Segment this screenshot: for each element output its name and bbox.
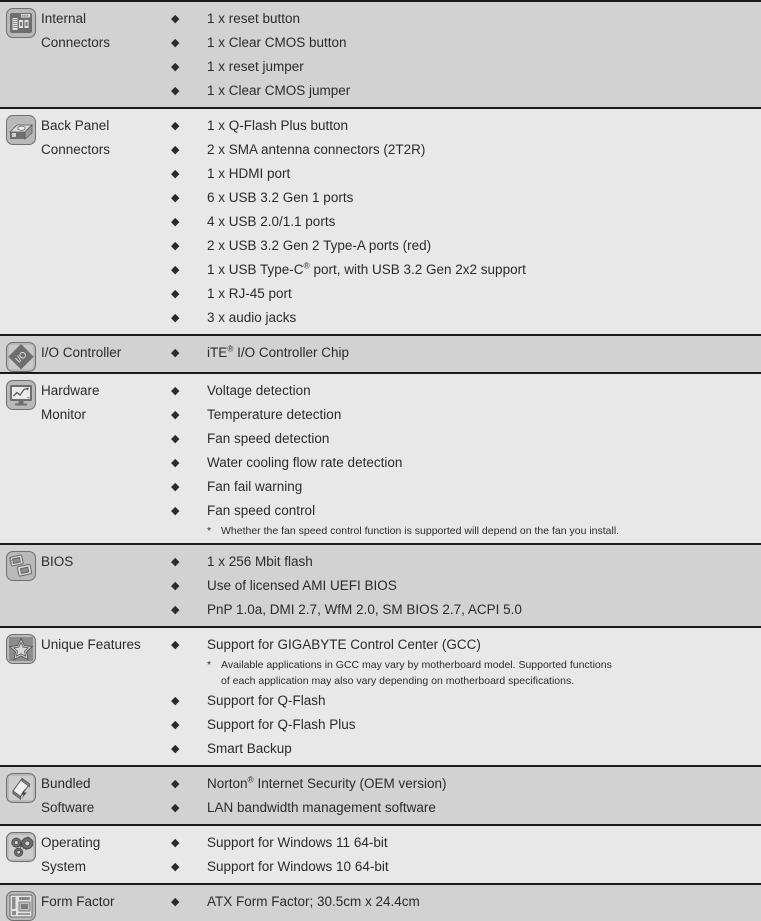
spec-label-bios	[41, 545, 169, 574]
spec-item	[169, 114, 757, 138]
spec-item-text: 3 x audio jacks	[207, 310, 297, 325]
spec-label-back-panel-connectors	[41, 109, 169, 162]
spec-item-text: 1 x Clear CMOS button	[207, 35, 347, 50]
spec-item	[169, 258, 757, 282]
spec-item-text: 1 x Clear CMOS jumper	[207, 83, 351, 98]
spec-label-line: Unique Features	[41, 637, 141, 652]
spec-row-bundled-software	[0, 767, 761, 826]
bullet-icon: ◆	[171, 13, 180, 25]
spec-item	[169, 796, 757, 820]
internal-connectors-icon	[6, 8, 36, 38]
bullet-icon: ◆	[171, 719, 180, 731]
bullet-icon: ◆	[171, 802, 180, 814]
row-spacer	[169, 622, 757, 626]
registered-mark: ®	[227, 343, 234, 354]
spec-label-unique-features	[41, 628, 169, 657]
spec-item-text: 2 x USB 3.2 Gen 2 Type-A ports (red)	[207, 238, 432, 253]
bullet-icon: ◆	[171, 312, 180, 324]
bullet-icon: ◆	[171, 85, 180, 97]
bundled-software-icon	[6, 773, 36, 803]
spec-item-text: LAN bandwidth management software	[207, 800, 436, 815]
form-factor-icon	[6, 891, 36, 921]
spec-item-text: Temperature detection	[207, 407, 342, 422]
spec-note	[169, 523, 757, 539]
spec-label-line: Connectors	[41, 142, 111, 157]
bullet-icon: ◆	[171, 457, 180, 469]
spec-item-text: Voltage detection	[207, 383, 311, 398]
spec-content-internal-connectors	[169, 2, 761, 107]
operating-system-icon	[6, 832, 36, 862]
spec-item-text: 1 x USB Type-C® port, with USB 3.2 Gen 2x2 support	[207, 260, 526, 277]
spec-item	[169, 162, 757, 186]
hardware-monitor-icon	[6, 380, 36, 410]
spec-item	[169, 7, 757, 31]
spec-item-text: Norton® Internet Security (OEM version)	[207, 774, 447, 791]
spec-row-operating-system	[0, 826, 761, 885]
spec-label-line: Operating	[41, 835, 101, 850]
spec-row-bios	[0, 545, 761, 628]
spec-label-line: Bundled	[41, 776, 91, 791]
bullet-icon: ◆	[171, 556, 180, 568]
spec-item-text: Fan fail warning	[207, 479, 303, 494]
spec-label-line: Back Panel	[41, 118, 110, 133]
spec-content-unique-features	[169, 628, 761, 765]
bullet-icon: ◆	[171, 288, 180, 300]
spec-item	[169, 234, 757, 258]
svg-text:I/O: I/O	[13, 349, 29, 365]
spec-item	[169, 55, 757, 79]
icon-cell-internal-connectors	[0, 2, 41, 38]
row-spacer	[169, 914, 757, 918]
spec-item-text: Support for Q-Flash Plus	[207, 717, 356, 732]
spec-label-line: System	[41, 859, 87, 874]
spec-label-internal-connectors	[41, 2, 169, 55]
bullet-icon: ◆	[171, 385, 180, 397]
row-spacer	[169, 365, 757, 369]
spec-item-text: iTE® I/O Controller Chip	[207, 343, 349, 360]
spec-label-hardware-monitor	[41, 374, 169, 427]
unique-features-icon	[6, 634, 36, 664]
spec-label-form-factor	[41, 885, 169, 914]
bullet-icon: ◆	[171, 168, 180, 180]
spec-item-text: Support for Windows 11 64-bit	[207, 835, 388, 850]
spec-item	[169, 138, 757, 162]
spec-label-line: Connectors	[41, 35, 111, 50]
io-controller-icon	[6, 342, 36, 372]
spec-item-text: Support for GIGABYTE Control Center (GCC)	[207, 637, 481, 652]
spec-item	[169, 306, 757, 330]
spec-content-io-controller	[169, 336, 761, 369]
spec-item-text: 4 x USB 2.0/1.1 ports	[207, 214, 336, 229]
icon-cell-bundled-software	[0, 767, 41, 803]
spec-item	[169, 713, 757, 737]
spec-item	[169, 831, 757, 855]
bullet-icon: ◆	[171, 216, 180, 228]
spec-label-operating-system	[41, 826, 169, 879]
spec-note	[169, 657, 757, 673]
spec-row-back-panel-connectors	[0, 109, 761, 336]
bullet-icon: ◆	[171, 192, 180, 204]
spec-label-line: Hardware	[41, 383, 100, 398]
spec-item	[169, 737, 757, 761]
spec-item	[169, 79, 757, 103]
spec-item	[169, 341, 757, 365]
spec-item	[169, 855, 757, 879]
spec-item	[169, 403, 757, 427]
spec-item-text: 1 x Q-Flash Plus button	[207, 118, 349, 133]
spec-row-unique-features	[0, 628, 761, 767]
row-spacer	[169, 820, 757, 824]
bios-icon	[6, 551, 36, 581]
spec-item	[169, 598, 757, 622]
icon-cell-back-panel-connectors	[0, 109, 41, 145]
spec-item	[169, 633, 757, 657]
spec-item-text: 1 x reset jumper	[207, 59, 304, 74]
spec-note-text: Available applications in GCC may vary by motherboard model. Supported functions	[221, 659, 612, 671]
spec-note-text: Whether the fan speed control function is supported will depend on the fan you install.	[221, 525, 620, 537]
spec-item-text: Smart Backup	[207, 741, 292, 756]
spec-item-text: 1 x 256 Mbit flash	[207, 554, 313, 569]
bullet-icon: ◆	[171, 743, 180, 755]
spec-content-hardware-monitor	[169, 374, 761, 543]
icon-cell-operating-system	[0, 826, 41, 862]
spec-row-internal-connectors	[0, 2, 761, 109]
icon-cell-unique-features	[0, 628, 41, 664]
bullet-icon: ◆	[171, 505, 180, 517]
spec-label-line: I/O Controller	[41, 345, 122, 360]
spec-item	[169, 379, 757, 403]
spec-item-text: 2 x SMA antenna connectors (2T2R)	[207, 142, 426, 157]
bullet-icon: ◆	[171, 580, 180, 592]
bullet-icon: ◆	[171, 347, 180, 359]
spec-content-form-factor	[169, 885, 761, 918]
spec-item	[169, 574, 757, 598]
bullet-icon: ◆	[171, 264, 180, 276]
bullet-icon: ◆	[171, 861, 180, 873]
bullet-icon: ◆	[171, 240, 180, 252]
bullet-icon: ◆	[171, 144, 180, 156]
bullet-icon: ◆	[171, 433, 180, 445]
spec-item-text: 6 x USB 3.2 Gen 1 ports	[207, 190, 354, 205]
bullet-icon: ◆	[171, 639, 180, 651]
spec-row-io-controller	[0, 336, 761, 374]
row-spacer	[169, 761, 757, 765]
spec-row-hardware-monitor	[0, 374, 761, 545]
spec-label-bundled-software	[41, 767, 169, 820]
bullet-icon: ◆	[171, 778, 180, 790]
spec-item-text: PnP 1.0a, DMI 2.7, WfM 2.0, SM BIOS 2.7, ACPI 5.0	[207, 602, 522, 617]
spec-label-line: Monitor	[41, 407, 87, 422]
spec-content-back-panel-connectors	[169, 109, 761, 334]
bullet-icon: ◆	[171, 409, 180, 421]
spec-item-text: Water cooling flow rate detection	[207, 455, 403, 470]
note-marker-icon: *	[207, 659, 212, 671]
spec-item	[169, 499, 757, 523]
icon-cell-io-controller	[0, 336, 41, 372]
bullet-icon: ◆	[171, 120, 180, 132]
spec-item-text: Fan speed control	[207, 503, 316, 518]
spec-item-text: ATX Form Factor; 30.5cm x 24.4cm	[207, 894, 420, 909]
spec-content-bios	[169, 545, 761, 626]
spec-item-text: Use of licensed AMI UEFI BIOS	[207, 578, 397, 593]
spec-item-text: 1 x reset button	[207, 11, 301, 26]
spec-content-operating-system	[169, 826, 761, 883]
row-spacer	[169, 103, 757, 107]
spec-item-text: 1 x HDMI port	[207, 166, 291, 181]
bullet-icon: ◆	[171, 604, 180, 616]
spec-item	[169, 427, 757, 451]
spec-content-bundled-software	[169, 767, 761, 824]
spec-label-io-controller	[41, 336, 169, 365]
spec-item	[169, 31, 757, 55]
spec-item	[169, 772, 757, 796]
row-spacer	[169, 330, 757, 334]
bullet-icon: ◆	[171, 695, 180, 707]
bullet-icon: ◆	[171, 837, 180, 849]
spec-item	[169, 550, 757, 574]
spec-item	[169, 890, 757, 914]
spec-item	[169, 451, 757, 475]
icon-cell-hardware-monitor	[0, 374, 41, 410]
spec-item	[169, 210, 757, 234]
icon-cell-bios	[0, 545, 41, 581]
spec-label-line: BIOS	[41, 554, 74, 569]
spec-item	[169, 475, 757, 499]
spec-item-text: Support for Windows 10 64-bit	[207, 859, 389, 874]
bullet-icon: ◆	[171, 896, 180, 908]
icon-cell-form-factor	[0, 885, 41, 921]
registered-mark: ®	[247, 774, 254, 785]
spec-item	[169, 282, 757, 306]
bullet-icon: ◆	[171, 37, 180, 49]
bullet-icon: ◆	[171, 481, 180, 493]
spec-item	[169, 689, 757, 713]
spec-label-line: Form Factor	[41, 894, 115, 909]
spec-item-text: Fan speed detection	[207, 431, 330, 446]
spec-item-text: Support for Q-Flash	[207, 693, 326, 708]
spec-label-line: Software	[41, 800, 95, 815]
spec-row-form-factor	[0, 885, 761, 921]
registered-mark: ®	[303, 260, 310, 271]
spec-note-text: of each application may also vary depending on motherboard specifications.	[221, 675, 575, 687]
spec-label-line: Internal	[41, 11, 87, 26]
bullet-icon: ◆	[171, 61, 180, 73]
spec-item	[169, 186, 757, 210]
row-spacer	[169, 539, 757, 543]
spec-item-text: 1 x RJ-45 port	[207, 286, 292, 301]
note-marker-icon: *	[207, 525, 212, 537]
row-spacer	[169, 879, 757, 883]
back-panel-connectors-icon	[6, 115, 36, 145]
spec-note	[169, 673, 757, 689]
